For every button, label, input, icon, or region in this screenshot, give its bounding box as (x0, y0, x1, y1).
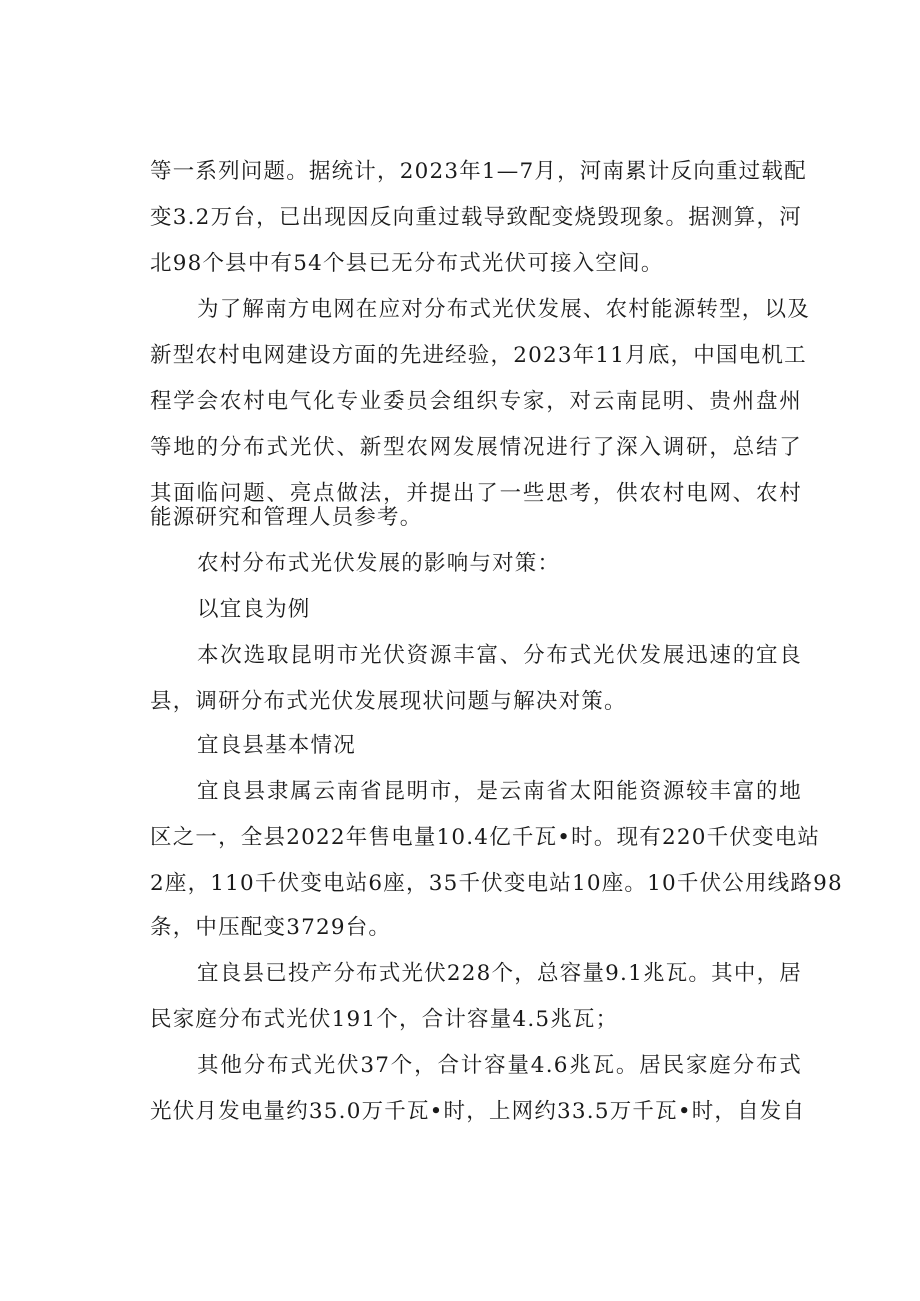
section-heading: 宜良县基本情况 (197, 733, 356, 758)
paragraph-start-line: 宜良县已投产分布式光伏228个，总容量9.1兆瓦。其中，居 (197, 961, 802, 986)
text-line: 程学会农村电气化专业委员会组织专家，对云南昆明、贵州盘州 (150, 389, 802, 414)
text-line: 能源研究和管理人员参考。 (150, 505, 423, 530)
section-heading: 农村分布式光伏发展的影响与对策： (197, 551, 561, 576)
text-line: 北98个县中有54个县已无分布式光伏可接入空间。 (150, 251, 664, 276)
paragraph-start-line: 为了解南方电网在应对分布式光伏发展、农村能源转型，以及 (197, 297, 810, 322)
text-line: 县，调研分布式光伏发展现状问题与解决对策。 (150, 689, 627, 714)
text-line: 条，中压配变3729台。 (150, 915, 392, 940)
text-line: 2座，110千伏变电站6座，35千伏变电站10座。10千伏公用线路98 (150, 871, 843, 896)
text-line: 新型农村电网建设方面的先进经验，2023年11月底，中国电机工 (150, 343, 807, 368)
text-line: 光伏月发电量约35.0万千瓦•时，上网约33.5万千瓦•时，自发自 (150, 1099, 806, 1124)
text-line: 等一系列问题。据统计，2023年1—7月，河南累计反向重过载配 (150, 159, 807, 184)
text-line: 民家庭分布式光伏191个，合计容量4.5兆瓦； (150, 1007, 619, 1032)
section-subheading: 以宜良为例 (197, 597, 311, 622)
paragraph-start-line: 本次选取昆明市光伏资源丰富、分布式光伏发展迅速的宜良 (197, 643, 802, 668)
text-line: 其面临问题、亮点做法，并提出了一些思考，供农村电网、农村 (150, 481, 802, 506)
text-line: 变3.2万台，已出现因反向重过载导致配变烧毁现象。据测算，河 (150, 205, 802, 230)
text-line: 区之一，全县2022年售电量10.4亿千瓦•时。现有220千伏变电站 (150, 825, 821, 850)
paragraph-start-line: 宜良县隶属云南省昆明市，是云南省太阳能资源较丰富的地 (197, 779, 802, 804)
paragraph-start-line: 其他分布式光伏37个，合计容量4.6兆瓦。居民家庭分布式 (197, 1053, 802, 1078)
text-line: 等地的分布式光伏、新型农网发展情况进行了深入调研，总结了 (150, 435, 802, 460)
